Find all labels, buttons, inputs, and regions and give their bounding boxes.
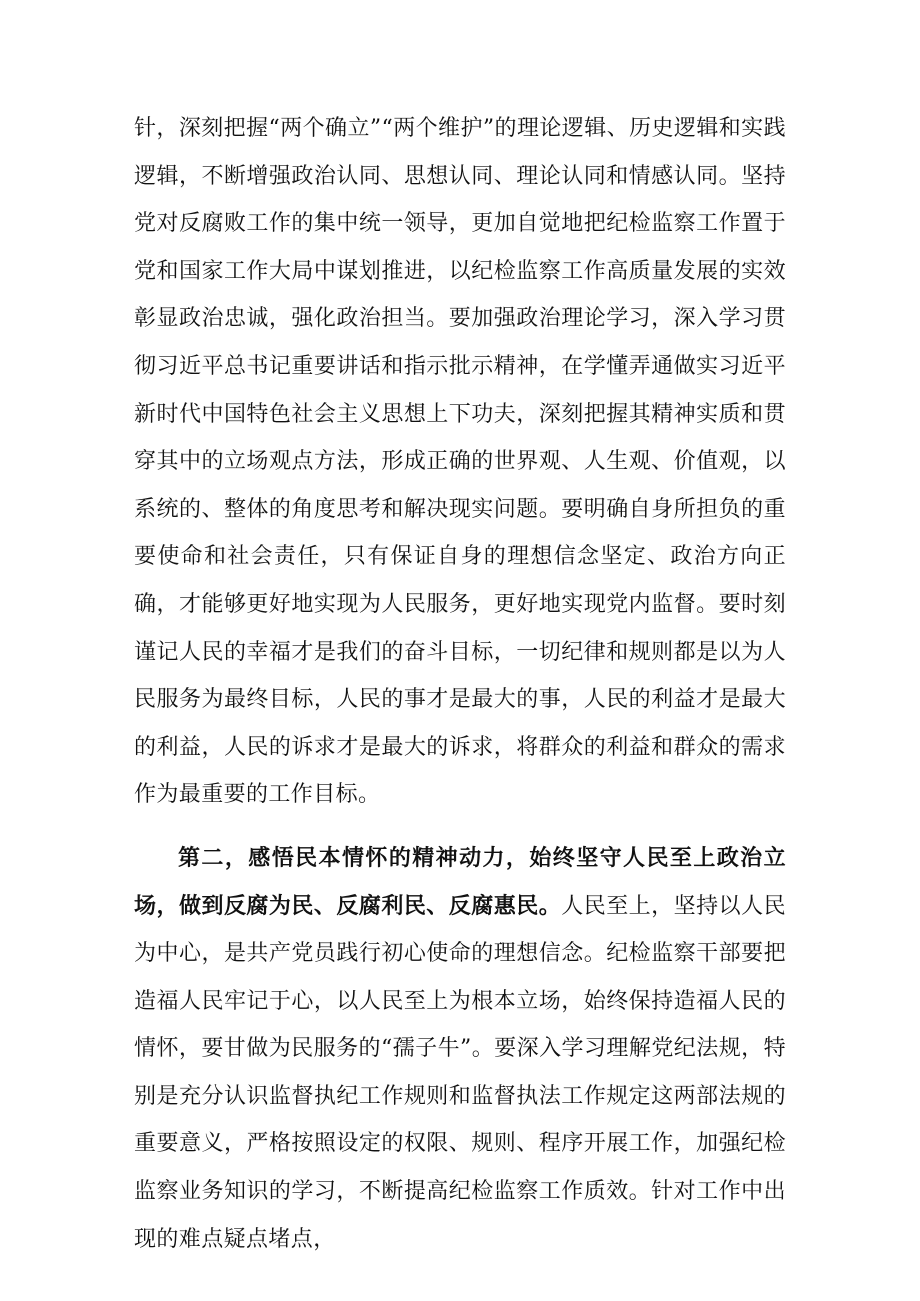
paragraph-second: [134, 835, 786, 1263]
document-body: [134, 105, 786, 1263]
paragraph-heading: 第二，感悟民本情怀的精神动力，始终坚守人民至上政治立场，做到反腐为民、反腐利民、反腐惠民。: [134, 845, 786, 919]
paragraph-continued: 针，深刻把握“两个确立”“两个维护”的理论逻辑、历史逻辑和实践逻辑，不断增强政治认同、思想认同、理论认同和情感认同。坚持党对反腐败工作的集中统一领导，更加自觉地把纪检监察工作置于党和国家工作大局中谋划推进，以纪检监察工作高质量发展的实效彰显政治忠诚，强化政治担当。要加强政治理论学习，深入学习贯彻习近平总书记重要讲话和指示批示精神，在学懂弄通做实习近平新时代中国特色社会主义思想上下功夫，深刻把握其精神实质和贯穿其中的立场观点方法，形成正确的世界观、人生观、价值观，以系统的、整体的角度思考和解决现实问题。要明确自身所担负的重要使命和社会责任，只有保证自身的理想信念坚定、政治方向正确，才能够更好地实现为人民服务，更好地实现党内监督。要时刻谨记人民的幸福才是我们的奋斗目标，一切纪律和规则都是以为人民服务为最终目标，人民的事才是最大的事，人民的利益才是最大的利益，人民的诉求才是最大的诉求，将群众的利益和群众的需求作为最重要的工作目标。: [134, 116, 786, 808]
paragraph-body: 人民至上，坚持以人民为中心，是共产党员践行初心使命的理想信念。纪检监察干部要把造福人民牢记于心，以人民至上为根本立场，始终保持造福人民的情怀，要甘做为民服务的“孺子牛”。要深入学习理解党纪法规，特别是充分认识监督执纪工作规则和监督执法工作规定这两部法规的重要意义，严格按照设定的权限、规则、程序开展工作，加强纪检监察业务知识的学习，不断提高纪检监察工作质效。针对工作中出现的难点疑点堵点，: [134, 893, 786, 1252]
